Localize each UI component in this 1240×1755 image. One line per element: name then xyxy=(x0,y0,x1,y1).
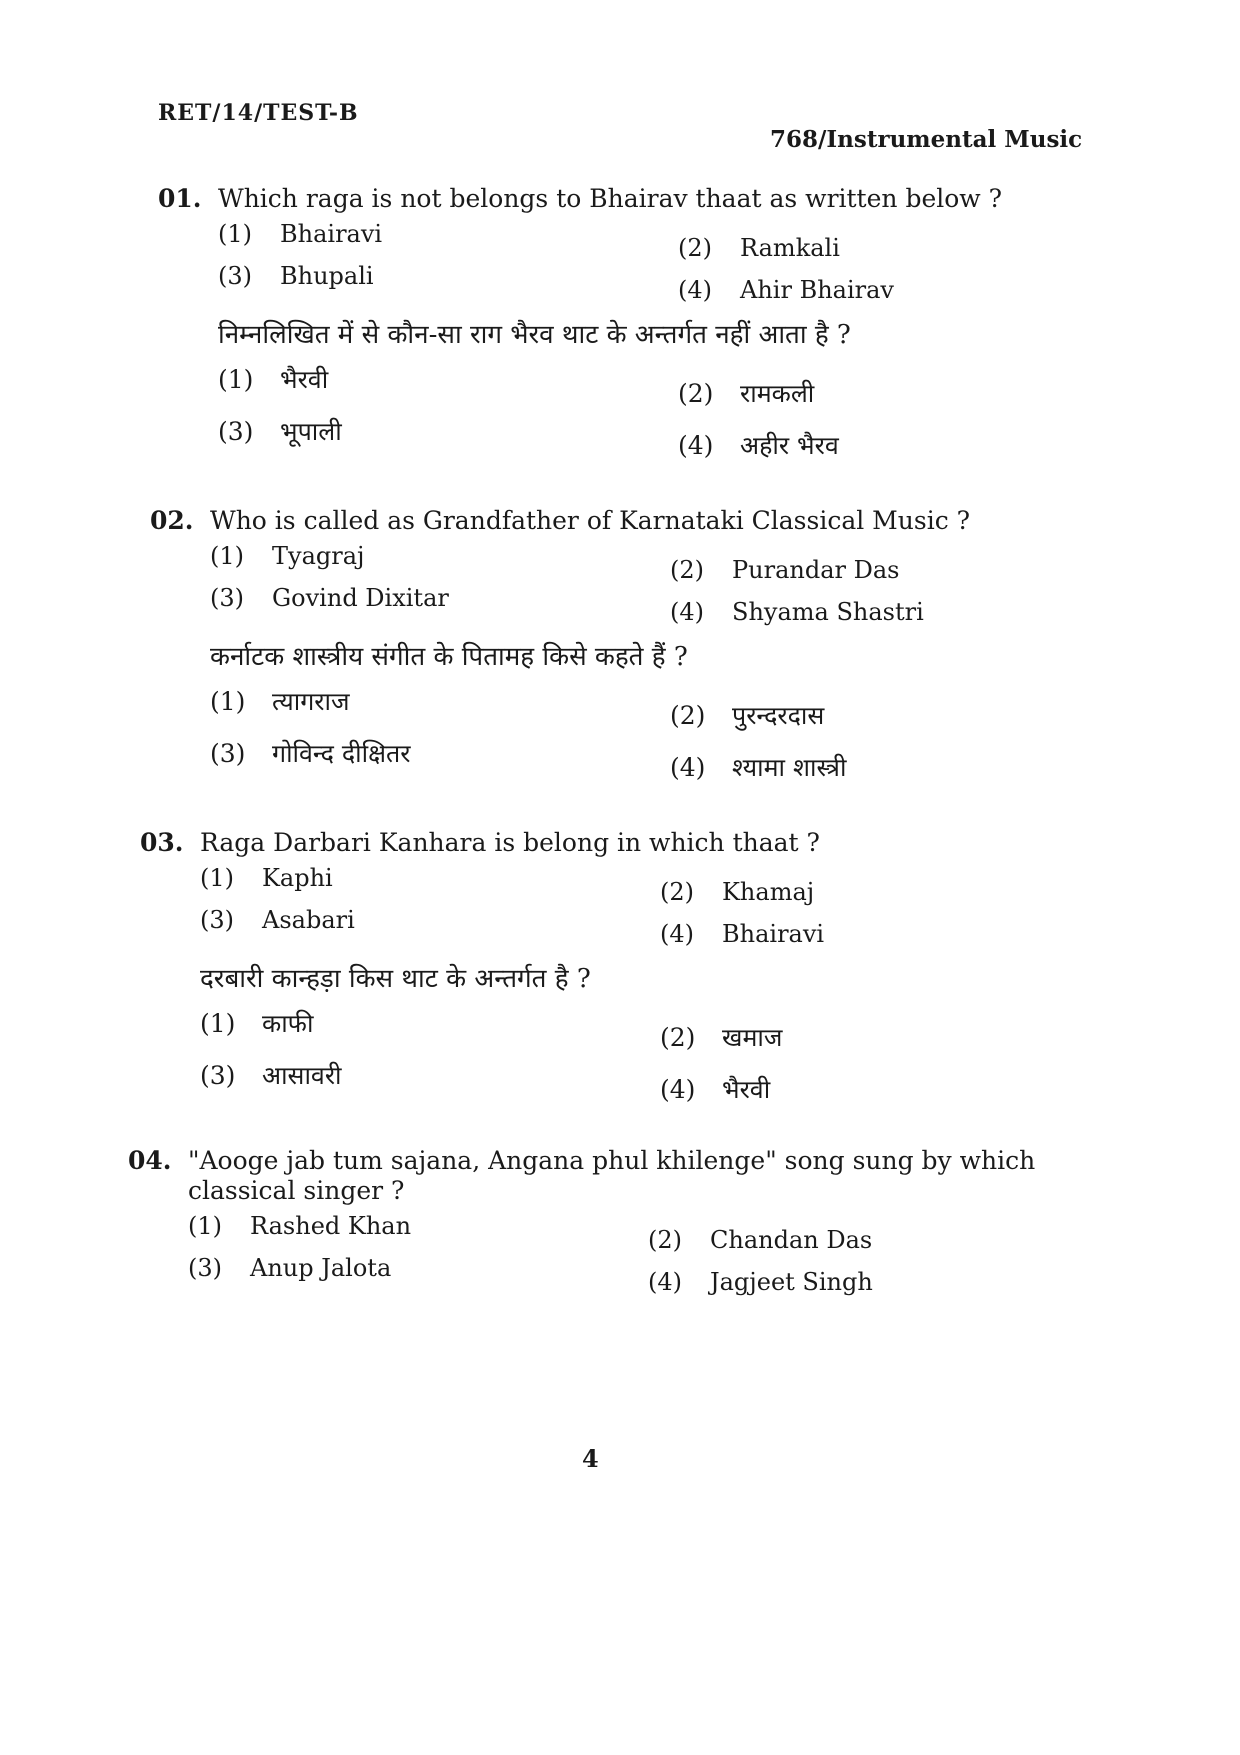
options xyxy=(218,220,1078,304)
option-3-hindi: (3) भूपाली xyxy=(218,417,342,446)
question-text: Who is called as Grandfather of Karnataki Classical Music ? xyxy=(210,506,971,535)
question-text: "Aooge jab tum sajana, Angana phul khilenge" song sung by which classical singer ? xyxy=(188,1146,1036,1205)
option-2: (2) Purandar Das xyxy=(670,556,900,584)
option-4-hindi: (4) श्यामा शास्त्री xyxy=(670,753,847,782)
question-4 xyxy=(128,1146,1088,1296)
question-number: 04. xyxy=(128,1146,172,1175)
option-4: (4) Jagjeet Singh xyxy=(648,1268,873,1296)
question-1 xyxy=(158,184,1078,460)
options xyxy=(200,864,1060,948)
options xyxy=(210,542,1070,626)
option-4-hindi: (4) अहीर भैरव xyxy=(678,431,839,460)
option-3: (3) Asabari xyxy=(200,906,355,934)
options-hindi xyxy=(200,1006,1060,1104)
option-1: (1) Kaphi xyxy=(200,864,333,892)
question-2 xyxy=(150,506,1070,782)
options-hindi xyxy=(210,684,1070,782)
option-3-hindi: (3) आसावरी xyxy=(200,1061,342,1090)
question-number: 03. xyxy=(140,828,184,857)
paper-code: RET/14/TEST-B xyxy=(158,100,359,126)
subject-title: 768/Instrumental Music xyxy=(770,126,1083,153)
option-2: (2) Khamaj xyxy=(660,878,815,906)
question-number: 01. xyxy=(158,184,202,213)
options xyxy=(188,1212,1088,1296)
question-text-hindi: दरबारी कान्हड़ा किस थाट के अन्तर्गत है ? xyxy=(200,964,591,994)
option-2-hindi: (2) पुरन्दरदास xyxy=(670,701,825,730)
option-4: (4) Bhairavi xyxy=(660,920,825,948)
option-1: (1) Tyagraj xyxy=(210,542,365,570)
options-hindi xyxy=(218,362,1078,460)
question-number: 02. xyxy=(150,506,194,535)
option-1: (1) Rashed Khan xyxy=(188,1212,412,1240)
option-3: (3) Govind Dixitar xyxy=(210,584,449,612)
option-2-hindi: (2) रामकली xyxy=(678,379,815,408)
page-number: 4 xyxy=(582,1444,599,1473)
option-3-hindi: (3) गोविन्द दीक्षितर xyxy=(210,739,411,768)
question-text-hindi: निम्नलिखित में से कौन-सा राग भैरव थाट के अन्तर्गत नहीं आता है ? xyxy=(218,320,851,350)
option-1: (1) Bhairavi xyxy=(218,220,383,248)
option-3: (3) Bhupali xyxy=(218,262,374,290)
question-text: Raga Darbari Kanhara is belong in which thaat ? xyxy=(200,828,820,857)
option-2: (2) Chandan Das xyxy=(648,1226,873,1254)
option-2-hindi: (2) खमाज xyxy=(660,1023,783,1052)
option-3: (3) Anup Jalota xyxy=(188,1254,392,1282)
option-1-hindi: (1) त्यागराज xyxy=(210,687,350,716)
option-1-hindi: (1) काफी xyxy=(200,1009,314,1038)
option-4-hindi: (4) भैरवी xyxy=(660,1075,771,1104)
question-3 xyxy=(140,828,1060,1104)
option-4: (4) Shyama Shastri xyxy=(670,598,924,626)
option-4: (4) Ahir Bhairav xyxy=(678,276,894,304)
question-text: Which raga is not belongs to Bhairav thaat as written below ? xyxy=(218,184,1003,213)
question-text-hindi: कर्नाटक शास्त्रीय संगीत के पितामह किसे कहते हैं ? xyxy=(210,642,688,672)
option-1-hindi: (1) भैरवी xyxy=(218,365,329,394)
option-2: (2) Ramkali xyxy=(678,234,840,262)
